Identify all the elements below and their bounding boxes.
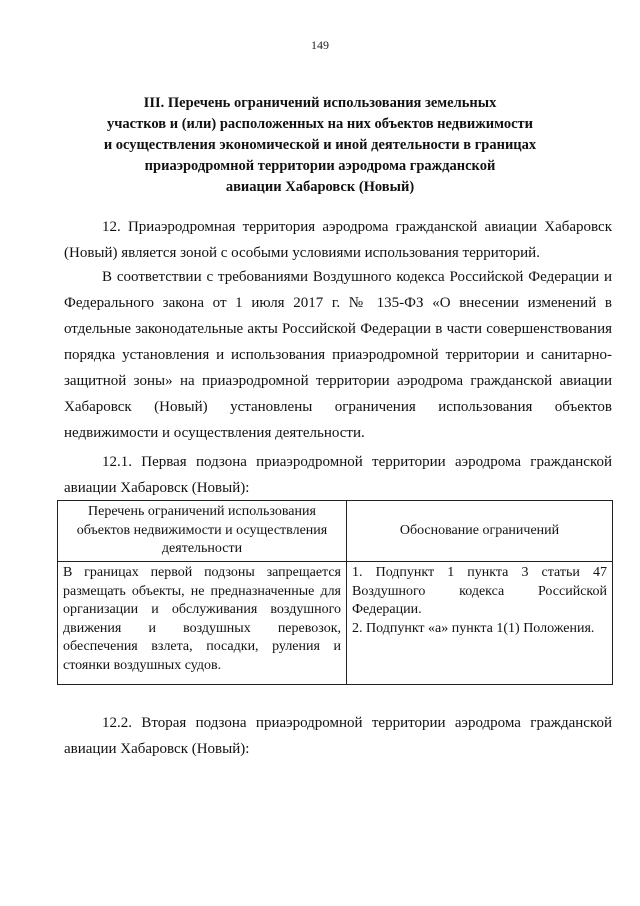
ground-item: 1. Подпункт 1 пункта 3 статьи 47 Воздушного кодекса Российской Федерации. [352,565,607,617]
heading-line: приаэродромной территории аэродрома гражданской [144,158,496,174]
paragraph-text: 12.1. Первая подзона приаэродромной территории аэродрома гражданской авиации Хабаровск (Новый): [64,454,612,496]
ground-item: 2. Подпункт «а» пункта 1(1) Положения. [352,620,595,636]
heading-line: и осуществления экономической и иной деятельности в границах [103,137,537,153]
table-cell-restriction: В границах первой подзоны запрещается размещать объекты, не предназначенные для организации и обслуживания воздушного движения и воздушных перевозок, обеспечения взлета, посадки, руления и стоянки воздушных судов. [58,562,347,685]
page-number: 149 [311,38,329,52]
heading-line: авиации Хабаровск (Новый) [225,179,415,195]
paragraph-text: 12. Приаэродромная территория аэродрома гражданской авиации Хабаровск (Новый) является зоной с особыми условиями использования территорий. [64,219,612,261]
section-heading [80,93,560,198]
paragraph-12-1 [64,449,612,501]
paragraph-text: В соответствии с требованиями Воздушного кодекса Российской Федерации и Федерального закона от 1 июля 2017 г. № 135-ФЗ «О внесении изменений в отдельные законодательные акты Российской Федерации в части совершенствования порядка установления и использования приаэродромной территории и санитарно-защитной зоны» на приаэродромной территории аэродрома гражданской авиации Хабаровск (Новый) установлены ограничения использования объектов недвижимости и осуществления деятельности. [64,269,612,441]
heading-line: участков и (или) расположенных на них объектов недвижимости [106,116,533,132]
paragraph-text: 12.2. Вторая подзона приаэродромной территории аэродрома гражданской авиации Хабаровск (Новый): [64,715,612,757]
table-row [58,562,613,685]
restrictions-table [57,500,613,685]
table-header-row [58,501,613,562]
paragraph-12-2 [64,710,612,762]
table-header-grounds: Обоснование ограничений [347,501,613,562]
paragraph-12 [64,214,612,266]
heading-line: III. Перечень ограничений использования земельных [143,95,497,111]
table-cell-grounds [347,562,613,685]
paragraph-legal-basis [64,264,612,446]
table-header-restrictions: Перечень ограничений использования объектов недвижимости и осуществления деятельности [58,501,347,562]
